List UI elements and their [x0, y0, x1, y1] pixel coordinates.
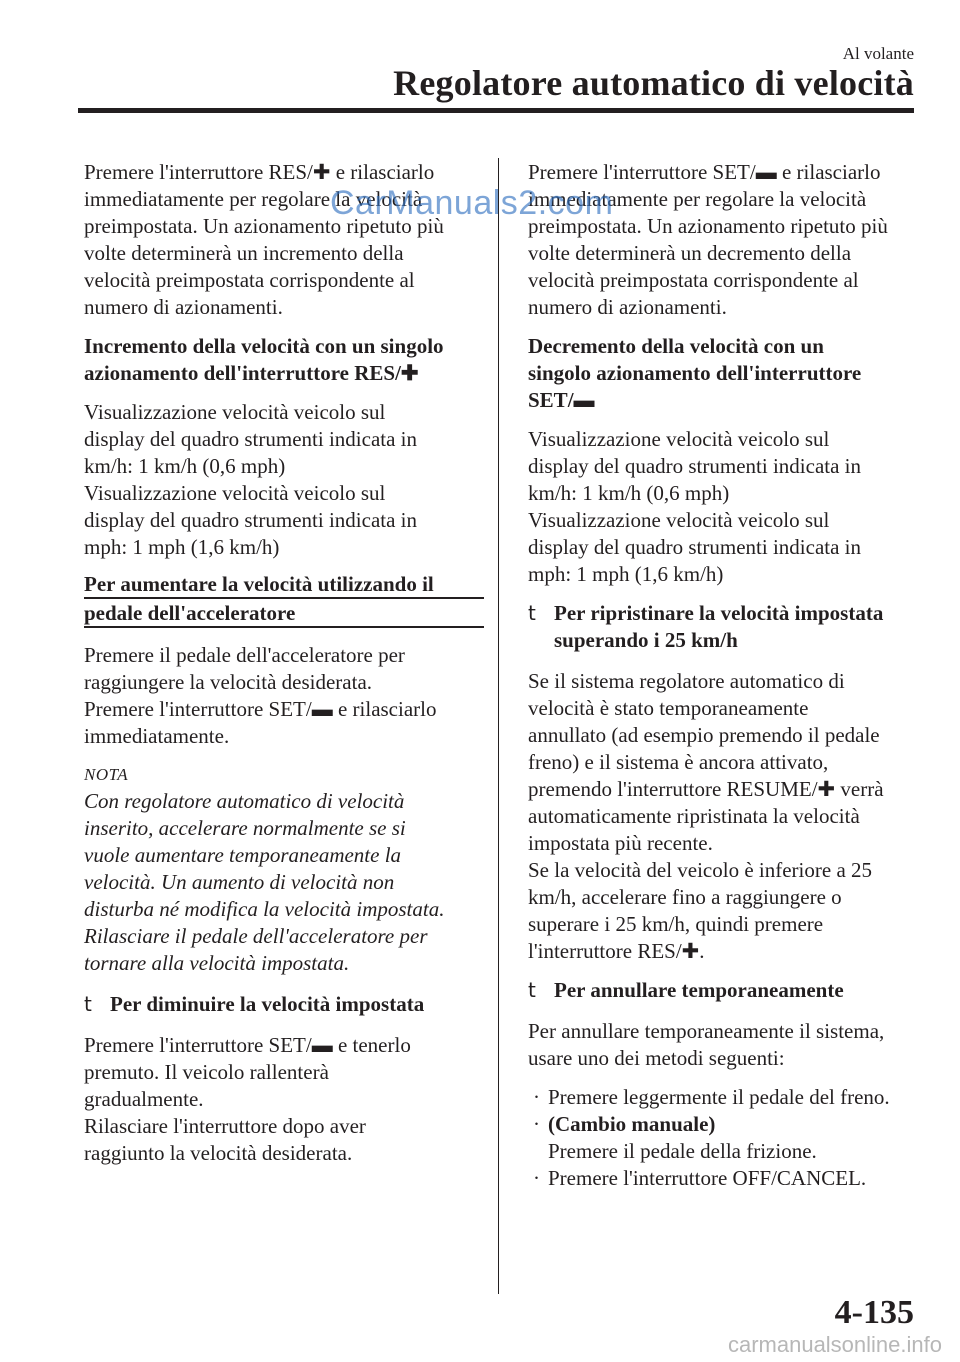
text-line: gradualmente.	[84, 1087, 204, 1111]
section-heading	[528, 333, 920, 414]
text-line: superare i 25 km/h, quindi premere	[528, 912, 824, 936]
text-line: preimpostata. Un azionamento ripetuto più	[84, 214, 444, 238]
subsection-heading: t Per diminuire la velocità impostata	[84, 992, 425, 1016]
text-line: singolo azionamento dell'interruttore	[528, 361, 862, 385]
text-line: mph: 1 mph (1,6 km/h)	[528, 562, 724, 586]
note-text	[84, 788, 484, 977]
text-line: Premere l'interruttore SET/▬ e rilasciarlo	[84, 697, 437, 721]
text-line: Premere il pedale dell'acceleratore per	[84, 643, 405, 667]
text-line: premendo l'interruttore RESUME/✚ verrà	[528, 777, 884, 801]
text-line: immediatamente.	[84, 724, 230, 748]
subsection-heading: t Per annullare temporaneamente	[528, 978, 844, 1002]
text-line: immediatamente per regolare la velocità	[84, 187, 423, 211]
header-rule	[78, 108, 914, 113]
text-line: km/h: 1 km/h (0,6 mph)	[84, 454, 286, 478]
text-line: SET/▬	[528, 388, 595, 412]
text-line: Incremento della velocità con un singolo	[84, 334, 444, 358]
text-line: velocità preimpostata corrispondente al	[528, 268, 859, 292]
left-column	[84, 159, 484, 1179]
paragraph	[84, 642, 484, 750]
text-line: vuole aumentare temporaneamente la	[84, 843, 402, 867]
text-line: Visualizzazione velocità veicolo sul	[528, 508, 830, 532]
page-number: 4-135	[834, 1294, 914, 1331]
paragraph	[84, 399, 484, 561]
text-line: Se il sistema regolatore automatico di	[528, 669, 845, 693]
text-line: numero di azionamenti.	[84, 295, 283, 319]
right-column	[528, 159, 920, 1192]
section-heading-underlined: Per aumentare la velocità utilizzando il pedale dell'acceleratore	[84, 573, 484, 628]
paragraph	[528, 668, 920, 965]
list-item: · Premere leggermente il pedale del freno.	[548, 1084, 920, 1111]
text-line: freno) e il sistema è ancora attivato,	[528, 750, 829, 774]
text-line: azionamento dell'interruttore RES/✚	[84, 361, 419, 385]
text-line: km/h: 1 km/h (0,6 mph)	[528, 481, 730, 505]
text-line: Rilasciare l'interruttore dopo aver	[84, 1114, 366, 1138]
text-line: Se la velocità del veicolo è inferiore a 25	[528, 858, 873, 882]
section-marker-icon: t	[528, 601, 536, 625]
text-line: raggiungere la velocità desiderata.	[84, 670, 373, 694]
column-divider	[498, 158, 499, 1294]
text-line: velocità preimpostata corrispondente al	[84, 268, 415, 292]
text-line: velocità è stato temporaneamente	[528, 696, 809, 720]
text-line: Premere l'interruttore SET/▬ e rilasciarlo	[528, 160, 881, 184]
text-line: mph: 1 mph (1,6 km/h)	[84, 535, 280, 559]
text-line: disturba né modifica la velocità impostata.	[84, 897, 445, 921]
text-line: raggiunto la velocità desiderata.	[84, 1141, 353, 1165]
watermark: CarManuals2.com	[330, 184, 614, 222]
section-heading	[84, 333, 484, 387]
text-line: Per annullare temporaneamente il sistema,	[528, 1019, 885, 1043]
header-section-label: Al volante	[842, 44, 914, 63]
paragraph	[528, 426, 920, 588]
text-line: Decremento della velocità con un	[528, 334, 824, 358]
text-line: velocità. Un aumento di velocità non	[84, 870, 395, 894]
text-line: display del quadro strumenti indicata in	[528, 535, 862, 559]
text-line: display del quadro strumenti indicata in	[528, 454, 862, 478]
list-item: · (Cambio manuale) Premere il pedale della frizione.	[548, 1111, 920, 1165]
text-line: km/h, accelerare fino a raggiungere o	[528, 885, 842, 909]
text-line: volte determinerà un incremento della	[84, 241, 404, 265]
text-line: numero di azionamenti.	[528, 295, 727, 319]
text-line: l'interruttore RES/✚.	[528, 939, 705, 963]
text-line: Visualizzazione velocità veicolo sul	[84, 400, 386, 424]
text-line: usare uno dei metodi seguenti:	[528, 1046, 785, 1070]
text-line: Con regolatore automatico di velocità	[84, 789, 405, 813]
text-line: volte determinerà un decremento della	[528, 241, 852, 265]
method-list	[528, 1084, 920, 1192]
text-line: annullato (ad esempio premendo il pedale	[528, 723, 880, 747]
note-label: NOTA	[84, 765, 129, 784]
text-line: Visualizzazione velocità veicolo sul	[528, 427, 830, 451]
text-line: inserito, accelerare normalmente se si	[84, 816, 406, 840]
list-item: · Premere l'interruttore OFF/CANCEL.	[548, 1165, 920, 1192]
paragraph	[528, 1018, 920, 1072]
text-line: automaticamente ripristinata la velocità	[528, 804, 860, 828]
text-line: preimpostata. Un azionamento ripetuto più	[528, 214, 888, 238]
section-marker-icon: t	[84, 992, 92, 1016]
text-line: display del quadro strumenti indicata in	[84, 427, 418, 451]
text-line: Rilasciare il pedale dell'acceleratore per	[84, 924, 428, 948]
subsection-heading: t Per ripristinare la velocità impostata superando i 25 km/h	[528, 601, 884, 652]
section-marker-icon: t	[528, 978, 536, 1002]
text-line: impostata più recente.	[528, 831, 713, 855]
page-title: Regolatore automatico di velocità	[393, 63, 914, 103]
text-line: Visualizzazione velocità veicolo sul	[84, 481, 386, 505]
site-footer: carmanualsonline.info	[727, 1332, 942, 1357]
paragraph	[84, 1032, 484, 1167]
text-line: Premere l'interruttore SET/▬ e tenerlo	[84, 1033, 411, 1057]
text-line: Premere l'interruttore RES/✚ e rilasciarlo	[84, 160, 435, 184]
text-line: tornare alla velocità impostata.	[84, 951, 350, 975]
text-line: premuto. Il veicolo rallenterà	[84, 1060, 329, 1084]
text-line: display del quadro strumenti indicata in	[84, 508, 418, 532]
text-line: immediatamente per regolare la velocità	[528, 187, 867, 211]
